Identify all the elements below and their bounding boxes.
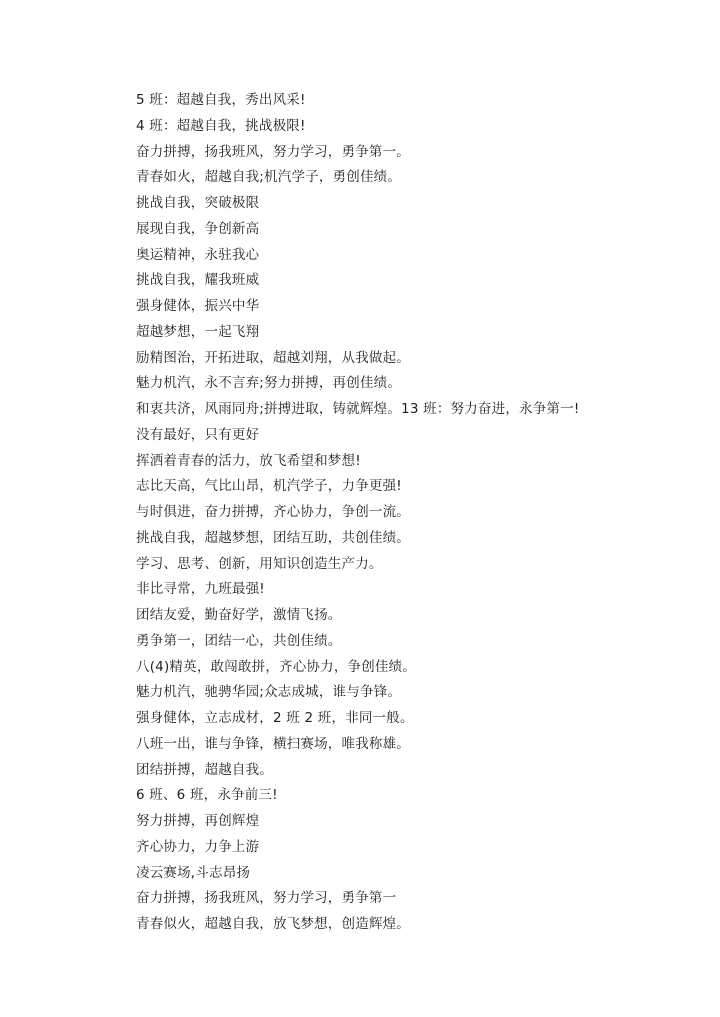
- slogan-line: 挑战自我，超越梦想，团结互助，共创佳绩。: [136, 529, 410, 546]
- slogan-line: 6 班、6 班，永争前三!: [136, 787, 278, 804]
- slogan-line: 挥洒着青春的活力，放飞希望和梦想!: [136, 452, 361, 469]
- slogan-line: 齐心协力，力争上游: [136, 838, 260, 855]
- slogan-line: 4 班：超越自我，挑战极限!: [136, 117, 306, 134]
- slogan-line: 奥运精神，永驻我心: [136, 246, 260, 263]
- slogan-line: 挑战自我，耀我班威: [136, 272, 260, 289]
- slogan-line: 志比天高，气比山昂，机汽学子，力争更强!: [136, 478, 402, 495]
- slogan-line: 努力拼搏，再创辉煌: [136, 813, 260, 829]
- slogan-line: 和衷共济，风雨同舟;拼搏进取，铸就辉煌。13 班：努力奋进，永争第一!: [136, 401, 580, 417]
- slogan-line: 励精图治，开拓进取，超越刘翔，从我做起。: [136, 349, 410, 366]
- slogan-line: 5 班：超越自我，秀出风采!: [136, 92, 306, 108]
- slogan-line: 强身健体，振兴中华: [136, 298, 260, 314]
- slogan-line: 八班一出，谁与争锋，横扫赛场，唯我称雄。: [136, 735, 410, 752]
- slogan-line: 超越梦想，一起飞翔: [136, 323, 260, 340]
- slogan-line: 团结拼搏，超越自我。: [136, 761, 273, 778]
- slogan-line: 勇争第一，团结一心，共创佳绩。: [136, 632, 342, 649]
- slogan-line: 青春如火，超越自我;机汽学子，勇创佳绩。: [136, 169, 402, 186]
- slogan-line: 魅力机汽，永不言弃;努力拼搏，再创佳绩。: [136, 375, 402, 392]
- slogan-line: 团结友爱，勤奋好学，激情飞扬。: [136, 607, 342, 623]
- slogan-line: 非比寻常，九班最强!: [136, 581, 265, 598]
- slogan-line: 奋力拼搏，扬我班风，努力学习，勇争第一: [136, 890, 397, 907]
- slogan-line: 没有最好，只有更好: [136, 426, 260, 443]
- slogan-line: 强身健体，立志成材，2 班 2 班，非同一般。: [136, 710, 414, 726]
- slogan-line: 凌云赛场,斗志昂扬: [136, 864, 251, 881]
- slogan-line: 展现自我，争创新高: [136, 220, 260, 237]
- slogan-line: 挑战自我，突破极限: [136, 195, 260, 211]
- slogan-line: 魅力机汽，驰骋华园;众志成城，谁与争锋。: [136, 684, 402, 701]
- slogan-line: 八(4)精英，敢闯敢拼，齐心协力，争创佳绩。: [136, 658, 417, 675]
- slogan-line: 奋力拼搏，扬我班风，努力学习，勇争第一。: [136, 143, 410, 160]
- slogan-line: 青春似火，超越自我，放飞梦想，创造辉煌。: [136, 916, 410, 932]
- slogan-list: [136, 88, 696, 938]
- slogan-line: 与时俱进，奋力拼搏，齐心协力，争创一流。: [136, 504, 410, 520]
- slogan-line: 学习、思考、创新，用知识创造生产力。: [136, 555, 383, 572]
